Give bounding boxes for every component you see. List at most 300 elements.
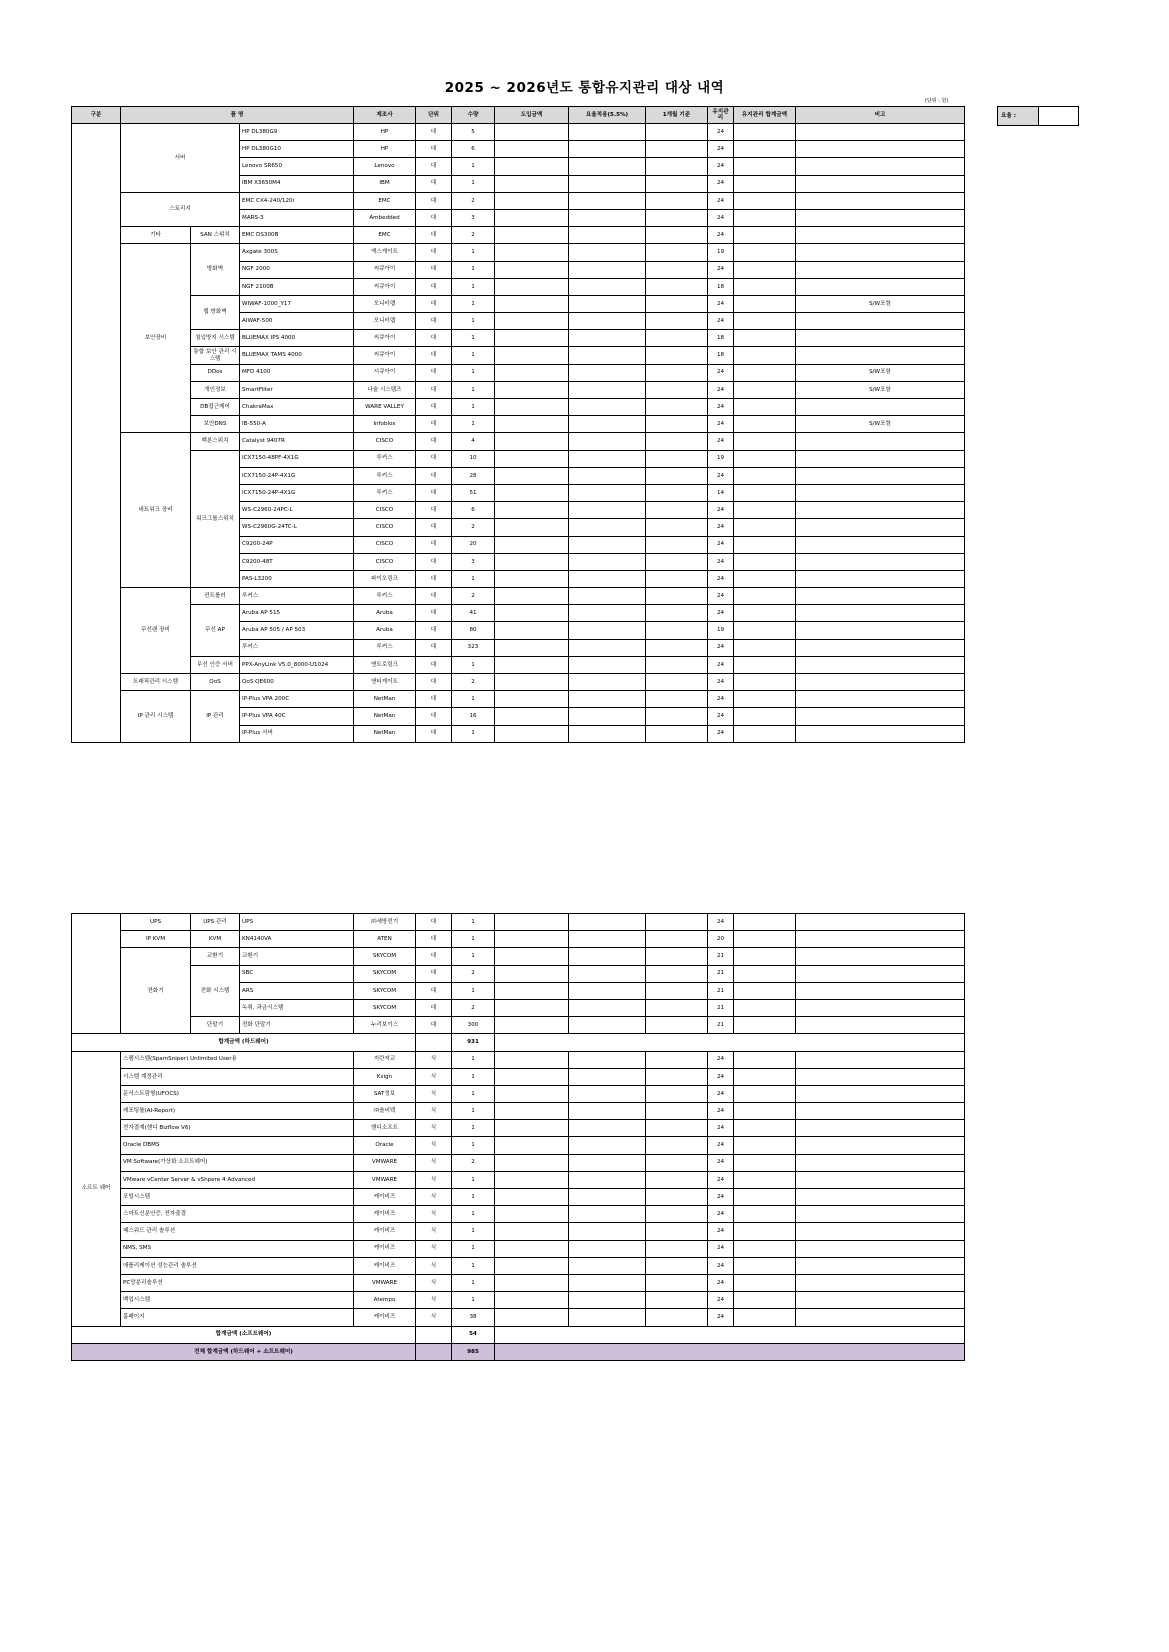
- manufacturer: 루커스: [354, 450, 416, 467]
- software-name: 문서스트림형(UFOCS): [121, 1085, 354, 1102]
- unit: 대: [416, 999, 452, 1016]
- quantity: 2: [452, 965, 495, 982]
- quantity: 1: [452, 1223, 495, 1240]
- page-title: 2025 ~ 2026년도 통합유지관리 대상 내역: [444, 80, 725, 96]
- maintenance-months: 21: [708, 948, 734, 965]
- item-name: 교환기: [240, 948, 354, 965]
- maintenance-months: 14: [708, 484, 734, 501]
- monthly-amount: [646, 1085, 708, 1102]
- software-row: [72, 1223, 965, 1240]
- monthly-amount: [646, 1017, 708, 1034]
- monthly-amount: [646, 364, 708, 381]
- unit: 대: [416, 536, 452, 553]
- quantity: 80: [452, 622, 495, 639]
- remarks: [796, 1154, 965, 1171]
- table-row: [72, 605, 965, 622]
- unit: 대: [416, 914, 452, 931]
- monthly-amount: [646, 330, 708, 347]
- manufacturer: WARE VALLEY: [354, 399, 416, 416]
- header-qty: 수량: [452, 107, 495, 124]
- item-name: IP-Plus VPA 40C: [240, 708, 354, 725]
- maintenance-total: [734, 570, 796, 587]
- unit: 대: [416, 278, 452, 295]
- quantity: 1: [452, 656, 495, 673]
- unit: 대: [416, 674, 452, 691]
- item-name: 전화 단말기: [240, 1017, 354, 1034]
- quantity: 323: [452, 639, 495, 656]
- quantity: 2: [452, 227, 495, 244]
- purchase-amount: [495, 656, 569, 673]
- maintenance-months: 18: [708, 330, 734, 347]
- header-category: 구분: [72, 107, 121, 124]
- maintenance-total: [734, 1120, 796, 1137]
- purchase-amount: [495, 553, 569, 570]
- maintenance-months: 24: [708, 416, 734, 433]
- remarks: [796, 674, 965, 691]
- manufacturer: Ambedded: [354, 209, 416, 226]
- unit: 식: [416, 1309, 452, 1326]
- hardware-total-row: [72, 1034, 965, 1051]
- remarks: [796, 278, 965, 295]
- purchase-amount: [495, 1068, 569, 1085]
- maintenance-total: [734, 1017, 796, 1034]
- monthly-amount: [646, 674, 708, 691]
- unit: 대: [416, 364, 452, 381]
- quantity: 2: [452, 1154, 495, 1171]
- software-name: 스팸시스템(SpamSniper) Unlimited User용: [121, 1051, 354, 1068]
- subgroup-name: KVM: [191, 931, 240, 948]
- unit: 대: [416, 416, 452, 433]
- unit: 대: [416, 502, 452, 519]
- purchase-amount: [495, 519, 569, 536]
- maintenance-months: 24: [708, 313, 734, 330]
- unit: 식: [416, 1240, 452, 1257]
- software-name: VM Software(가상화 소프트웨어): [121, 1154, 354, 1171]
- quantity: 2: [452, 192, 495, 209]
- unit: 식: [416, 1274, 452, 1291]
- manufacturer: NetMan: [354, 708, 416, 725]
- unit: 대: [416, 192, 452, 209]
- maintenance-months: 24: [708, 124, 734, 141]
- purchase-amount: [495, 948, 569, 965]
- unit: 대: [416, 124, 452, 141]
- rate-applied: [569, 1017, 646, 1034]
- purchase-amount: [495, 622, 569, 639]
- item-name: EMC DS300B: [240, 227, 354, 244]
- purchase-amount: [495, 313, 569, 330]
- quantity: 1: [452, 1051, 495, 1068]
- monthly-amount: [646, 124, 708, 141]
- monthly-amount: [646, 416, 708, 433]
- maintenance-months: 20: [708, 931, 734, 948]
- total-label: 전체 합계금액 (하드웨어 + 소프트웨어): [72, 1343, 416, 1360]
- maintenance-months: 24: [708, 192, 734, 209]
- maintenance-total: [734, 295, 796, 312]
- item-name: C9200-24P: [240, 536, 354, 553]
- unit: 대: [416, 313, 452, 330]
- quantity: 51: [452, 484, 495, 501]
- maintenance-months: 24: [708, 674, 734, 691]
- rate-applied: [569, 1292, 646, 1309]
- remarks: S/W포함: [796, 364, 965, 381]
- unit: 대: [416, 261, 452, 278]
- software-row: [72, 1292, 965, 1309]
- quantity: 28: [452, 467, 495, 484]
- maintenance-total: [734, 1068, 796, 1085]
- maintenance-total: [734, 1137, 796, 1154]
- remarks: [796, 605, 965, 622]
- quantity: 20: [452, 536, 495, 553]
- maintenance-months: 24: [708, 570, 734, 587]
- manufacturer: CISCO: [354, 433, 416, 450]
- rate-applied: [569, 433, 646, 450]
- unit: 대: [416, 347, 452, 364]
- table-row: [72, 674, 965, 691]
- remarks: [796, 553, 965, 570]
- table-row: [72, 588, 965, 605]
- quantity: 1: [452, 244, 495, 261]
- purchase-amount: [495, 175, 569, 192]
- quantity: 2: [452, 588, 495, 605]
- purchase-amount: [495, 605, 569, 622]
- remarks: [796, 519, 965, 536]
- rate-applied: [569, 141, 646, 158]
- subgroup-name: 백본스위치: [191, 433, 240, 450]
- manufacturer: ㈜세방전기: [354, 914, 416, 931]
- monthly-amount: [646, 708, 708, 725]
- software-name: PC망분리솔루션: [121, 1274, 354, 1291]
- maintenance-total: [734, 158, 796, 175]
- rate-applied: [569, 364, 646, 381]
- rate-applied: [569, 158, 646, 175]
- maintenance-months: 24: [708, 295, 734, 312]
- unit: 대: [416, 519, 452, 536]
- unit: 대: [416, 1017, 452, 1034]
- remarks: [796, 244, 965, 261]
- maintenance-months: 24: [708, 433, 734, 450]
- monthly-amount: [646, 656, 708, 673]
- header-unit: 단위: [416, 107, 452, 124]
- purchase-amount: [495, 330, 569, 347]
- maintenance-months: 24: [708, 914, 734, 931]
- maintenance-total: [734, 141, 796, 158]
- maintenance-months: 24: [708, 1137, 734, 1154]
- manufacturer: CISCO: [354, 553, 416, 570]
- remarks: [796, 570, 965, 587]
- remarks: [796, 1017, 965, 1034]
- purchase-amount: [495, 278, 569, 295]
- category-cell: [72, 124, 121, 743]
- manufacturer: VMWARE: [354, 1154, 416, 1171]
- manufacturer: 케이비즈: [354, 1240, 416, 1257]
- quantity: 1: [452, 261, 495, 278]
- maintenance-months: 18: [708, 347, 734, 364]
- rate-applied: [569, 192, 646, 209]
- quantity: 6: [452, 502, 495, 519]
- rate-label: 요율 :: [998, 107, 1038, 125]
- manufacturer: SKYCOM: [354, 965, 416, 982]
- manufacturer: CISCO: [354, 519, 416, 536]
- unit: 식: [416, 1103, 452, 1120]
- remarks: [796, 1103, 965, 1120]
- purchase-amount: [495, 1017, 569, 1034]
- category-cell: [72, 914, 121, 1034]
- manufacturer: 루커스: [354, 639, 416, 656]
- remarks: [796, 588, 965, 605]
- table-row: [72, 1017, 965, 1034]
- software-row: [72, 1068, 965, 1085]
- table-row: [72, 347, 965, 364]
- quantity: 1: [452, 1274, 495, 1291]
- rate-applied: [569, 1240, 646, 1257]
- quantity: 1: [452, 1085, 495, 1102]
- rate-applied: [569, 330, 646, 347]
- purchase-amount: [495, 261, 569, 278]
- monthly-amount: [646, 948, 708, 965]
- remarks: [796, 656, 965, 673]
- maintenance-total: [734, 982, 796, 999]
- item-name: PAS-L3200: [240, 570, 354, 587]
- quantity: 1: [452, 570, 495, 587]
- maintenance-total: [734, 399, 796, 416]
- total-qty: 54: [452, 1326, 495, 1343]
- unit: 식: [416, 1051, 452, 1068]
- remarks: [796, 1257, 965, 1274]
- manufacturer: 케이비즈: [354, 1257, 416, 1274]
- remarks: [796, 209, 965, 226]
- purchase-amount: [495, 381, 569, 398]
- unit: 식: [416, 1154, 452, 1171]
- subgroup-name: 무선 AP: [191, 605, 240, 657]
- item-name: WIWAF-1000_Y17: [240, 295, 354, 312]
- rate-applied: [569, 278, 646, 295]
- header-purchase-amount: 도입금액: [495, 107, 569, 124]
- hardware-table: [71, 106, 965, 743]
- manufacturer: ㈜솔비텍: [354, 1103, 416, 1120]
- remarks: [796, 914, 965, 931]
- item-name: Catalyst 9407R: [240, 433, 354, 450]
- item-name: QoS QE600: [240, 674, 354, 691]
- total-label: 합계금액 (소프트웨어): [72, 1326, 416, 1343]
- manufacturer: Infoblox: [354, 416, 416, 433]
- rate-applied: [569, 1171, 646, 1188]
- quantity: 1: [452, 1189, 495, 1206]
- monthly-amount: [646, 622, 708, 639]
- subgroup-name: 컨트롤러: [191, 588, 240, 605]
- maintenance-total: [734, 553, 796, 570]
- table-row: [72, 450, 965, 467]
- remarks: [796, 1240, 965, 1257]
- item-name: EMC CX4-240/120i: [240, 192, 354, 209]
- quantity: 16: [452, 708, 495, 725]
- maintenance-months: 24: [708, 1068, 734, 1085]
- purchase-amount: [495, 1257, 569, 1274]
- remarks: [796, 1171, 965, 1188]
- rate-applied: [569, 502, 646, 519]
- group-name: IP KVM: [121, 931, 191, 948]
- maintenance-total: [734, 467, 796, 484]
- item-name: PPX-AnyLink V5.0_8000-U1024: [240, 656, 354, 673]
- purchase-amount: [495, 1103, 569, 1120]
- rate-applied: [569, 347, 646, 364]
- unit: 식: [416, 1292, 452, 1309]
- manufacturer: 모니터랩: [354, 313, 416, 330]
- subgroup-name: 워크그룹스위치: [191, 450, 240, 588]
- header-row: [72, 107, 965, 124]
- item-name: SmartFilter: [240, 381, 354, 398]
- rate-applied: [569, 467, 646, 484]
- purchase-amount: [495, 227, 569, 244]
- remarks: [796, 1274, 965, 1291]
- unit: 대: [416, 622, 452, 639]
- table-row: [72, 227, 965, 244]
- remarks: [796, 467, 965, 484]
- unit-note: (단위 : 원): [925, 98, 949, 104]
- software-name: 레포팅툴(AI-Report): [121, 1103, 354, 1120]
- monthly-amount: [646, 588, 708, 605]
- maintenance-months: 24: [708, 605, 734, 622]
- item-name: IB-550-A: [240, 416, 354, 433]
- quantity: 1: [452, 175, 495, 192]
- purchase-amount: [495, 1240, 569, 1257]
- item-name: AIWAF-500: [240, 313, 354, 330]
- software-row: [72, 1309, 965, 1326]
- rate-box: [997, 106, 1079, 126]
- maintenance-total: [734, 261, 796, 278]
- manufacturer: 씨큐아이: [354, 278, 416, 295]
- item-name: UPS: [240, 914, 354, 931]
- quantity: 1: [452, 416, 495, 433]
- quantity: 1: [452, 931, 495, 948]
- quantity: 38: [452, 1309, 495, 1326]
- item-name: ICX7150-24P-4X1G: [240, 484, 354, 501]
- monthly-amount: [646, 1309, 708, 1326]
- manufacturer: SKYCOM: [354, 948, 416, 965]
- purchase-amount: [495, 691, 569, 708]
- rate-applied: [569, 965, 646, 982]
- remarks: [796, 227, 965, 244]
- group-name: 무선랜 장비: [121, 588, 191, 674]
- maintenance-months: 24: [708, 502, 734, 519]
- maintenance-months: 24: [708, 1206, 734, 1223]
- manufacturer: Aruba: [354, 605, 416, 622]
- remarks: [796, 1206, 965, 1223]
- monthly-amount: [646, 1274, 708, 1291]
- item-name: NGF 2000: [240, 261, 354, 278]
- maintenance-months: 24: [708, 1223, 734, 1240]
- table-row: [72, 330, 965, 347]
- manufacturer: VMWARE: [354, 1274, 416, 1291]
- unit: 대: [416, 433, 452, 450]
- monthly-amount: [646, 553, 708, 570]
- item-name: NGF 2100B: [240, 278, 354, 295]
- group-name: 스토리지: [121, 192, 240, 226]
- maintenance-months: 19: [708, 244, 734, 261]
- quantity: 1: [452, 948, 495, 965]
- unit: 대: [416, 381, 452, 398]
- rate-value[interactable]: [1038, 107, 1079, 125]
- item-name: Aruba AP 505 / AP 503: [240, 622, 354, 639]
- subgroup-name: DDos: [191, 364, 240, 381]
- manufacturer: ATEN: [354, 931, 416, 948]
- subgroup-name: 개인정보: [191, 381, 240, 398]
- quantity: 1: [452, 725, 495, 742]
- item-name: 루커스: [240, 639, 354, 656]
- rate-applied: [569, 1085, 646, 1102]
- unit: 대: [416, 553, 452, 570]
- maintenance-months: 24: [708, 536, 734, 553]
- subgroup-name: 웹 방화벽: [191, 295, 240, 329]
- rate-applied: [569, 1103, 646, 1120]
- rate-applied: [569, 691, 646, 708]
- maintenance-total: [734, 931, 796, 948]
- monthly-amount: [646, 1068, 708, 1085]
- subgroup-name: 방화벽: [191, 244, 240, 296]
- maintenance-total: [734, 725, 796, 742]
- item-name: Lenovo SR650: [240, 158, 354, 175]
- maintenance-months: 24: [708, 588, 734, 605]
- monthly-amount: [646, 1051, 708, 1068]
- maintenance-total: [734, 1274, 796, 1291]
- unit: 식: [416, 1223, 452, 1240]
- unit: 대: [416, 570, 452, 587]
- total-qty: 985: [452, 1343, 495, 1360]
- purchase-amount: [495, 364, 569, 381]
- maintenance-months: 24: [708, 364, 734, 381]
- quantity: 5: [452, 124, 495, 141]
- software-row: [72, 1154, 965, 1171]
- unit: 식: [416, 1085, 452, 1102]
- rate-applied: [569, 1068, 646, 1085]
- remarks: [796, 1292, 965, 1309]
- rate-applied: [569, 914, 646, 931]
- software-name: 홈페이지: [121, 1309, 354, 1326]
- maintenance-months: 24: [708, 1189, 734, 1206]
- manufacturer: CISCO: [354, 536, 416, 553]
- header-maintenance: 유지관리: [708, 107, 734, 124]
- purchase-amount: [495, 914, 569, 931]
- rate-applied: [569, 295, 646, 312]
- rate-applied: [569, 244, 646, 261]
- group-name: 전화기: [121, 948, 191, 1034]
- manufacturer: IBM: [354, 175, 416, 192]
- remarks: [796, 175, 965, 192]
- monthly-amount: [646, 313, 708, 330]
- table-row: [72, 965, 965, 982]
- monthly-amount: [646, 914, 708, 931]
- maintenance-months: 24: [708, 261, 734, 278]
- maintenance-total: [734, 639, 796, 656]
- group-name: 트래픽관리 시스템: [121, 674, 191, 691]
- rate-applied: [569, 622, 646, 639]
- monthly-amount: [646, 1240, 708, 1257]
- monthly-amount: [646, 278, 708, 295]
- unit: 식: [416, 1068, 452, 1085]
- manufacturer: EMC: [354, 227, 416, 244]
- header-maintenance-total: 유지관리 합계금액: [734, 107, 796, 124]
- subgroup-name: DB접근제어: [191, 399, 240, 416]
- purchase-amount: [495, 570, 569, 587]
- unit: 대: [416, 948, 452, 965]
- maintenance-months: 21: [708, 982, 734, 999]
- table-row: [72, 656, 965, 673]
- maintenance-total: [734, 124, 796, 141]
- maintenance-total: [734, 416, 796, 433]
- software-row: [72, 1206, 965, 1223]
- maintenance-total: [734, 1309, 796, 1326]
- monthly-amount: [646, 1206, 708, 1223]
- rate-applied: [569, 1189, 646, 1206]
